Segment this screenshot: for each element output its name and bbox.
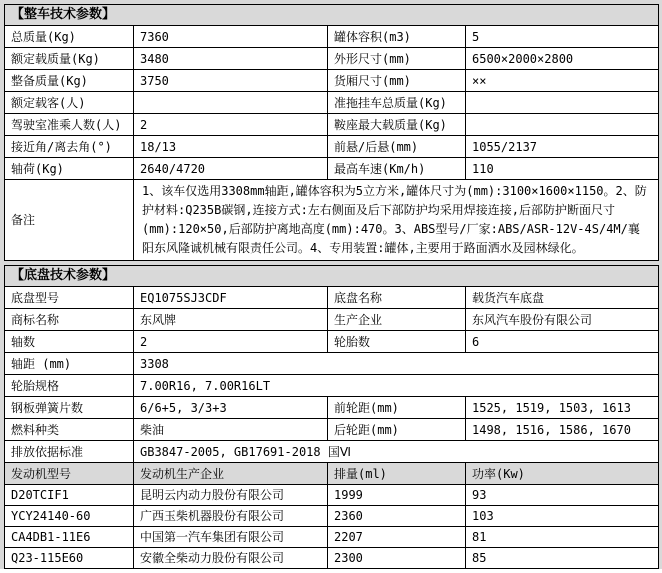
param-label: 额定载质量(Kg): [5, 48, 134, 70]
param-label: 总质量(Kg): [5, 26, 134, 48]
engine-header-cell: 发动机生产企业: [134, 463, 328, 485]
spec-table: [4, 265, 659, 569]
table-row: [5, 485, 659, 506]
table-row: [5, 136, 659, 158]
param-value: Q23-115E60: [5, 548, 134, 569]
param-value: 东风牌: [134, 309, 328, 331]
spec-table: [4, 4, 659, 261]
table-row: [5, 287, 659, 309]
param-label: 商标名称: [5, 309, 134, 331]
param-value: 东风汽车股份有限公司: [466, 309, 659, 331]
param-value: 1、该车仅选用3308mm轴距,罐体容积为5立方米,罐体尺寸为(mm):3100×1600×1150。2、防护材料:Q235B碳钢,连接方式:左右侧面及后下部防护均采用焊接连接,后部防护断面尺寸(mm):120×50,后部防护离地高度(mm):470。3、ABS型号/厂家:ABS/ASR-12V-4S/4M/襄阳东风隆诚机械有限责任公司。4、专用装置:罐体,主要用于路面洒水及园林绿化。: [134, 180, 659, 261]
param-label: 鞍座最大载质量(Kg): [328, 114, 466, 136]
param-label: 轴距 (mm): [5, 353, 134, 375]
param-label: 罐体容积(m3): [328, 26, 466, 48]
param-value: GB3847-2005, GB17691-2018 国Ⅵ: [134, 441, 659, 463]
param-value: 1525, 1519, 1503, 1613: [466, 397, 659, 419]
param-value: 中国第一汽车集团有限公司: [134, 527, 328, 548]
param-value: D20TCIF1: [5, 485, 134, 506]
param-label: 轴数: [5, 331, 134, 353]
page-bottom-margin: [0, 569, 662, 573]
param-label: 整备质量(Kg): [5, 70, 134, 92]
param-value: ××: [466, 70, 659, 92]
param-value: 1055/2137: [466, 136, 659, 158]
param-value: 7360: [134, 26, 328, 48]
param-label: 底盘名称: [328, 287, 466, 309]
param-value: 2207: [328, 527, 466, 548]
param-value: 2360: [328, 506, 466, 527]
param-value: 85: [466, 548, 659, 569]
param-label: 排放依据标准: [5, 441, 134, 463]
param-value: 2300: [328, 548, 466, 569]
param-value: 3308: [134, 353, 659, 375]
table-row: [5, 548, 659, 569]
table-row: [5, 180, 659, 261]
table-row: [5, 309, 659, 331]
param-label: 轴荷(Kg): [5, 158, 134, 180]
table-row: [5, 463, 659, 485]
param-value: 2: [134, 331, 328, 353]
param-value: CA4DB1-11E6: [5, 527, 134, 548]
param-label: 驾驶室准乘人数(人): [5, 114, 134, 136]
param-label: 最高车速(Km/h): [328, 158, 466, 180]
param-value: 柴油: [134, 419, 328, 441]
table-row: [5, 506, 659, 527]
table-row: [5, 397, 659, 419]
param-value: 7.00R16, 7.00R16LT: [134, 375, 659, 397]
spec-tables: [4, 4, 658, 569]
param-value: 3750: [134, 70, 328, 92]
param-label: 生产企业: [328, 309, 466, 331]
param-label: 轮胎数: [328, 331, 466, 353]
param-label: 前轮距(mm): [328, 397, 466, 419]
param-value: 2: [134, 114, 328, 136]
param-value: [466, 114, 659, 136]
param-value: 93: [466, 485, 659, 506]
param-value: 6/6+5, 3/3+3: [134, 397, 328, 419]
table-row: [5, 419, 659, 441]
engine-header-cell: 发动机型号: [5, 463, 134, 485]
param-label: 前悬/后悬(mm): [328, 136, 466, 158]
section-header-row: [5, 266, 659, 287]
engine-header-cell: 功率(Kw): [466, 463, 659, 485]
param-value: 110: [466, 158, 659, 180]
param-label: 接近角/离去角(°): [5, 136, 134, 158]
param-value: 广西玉柴机器股份有限公司: [134, 506, 328, 527]
section-title: 【整车技术参数】: [5, 5, 659, 26]
table-row: [5, 353, 659, 375]
param-value: YCY24140-60: [5, 506, 134, 527]
table-row: [5, 441, 659, 463]
param-value: 1999: [328, 485, 466, 506]
param-label: 后轮距(mm): [328, 419, 466, 441]
param-value: [466, 92, 659, 114]
param-label: 底盘型号: [5, 287, 134, 309]
param-value: EQ1075SJ3CDF: [134, 287, 328, 309]
param-label: 准拖挂车总质量(Kg): [328, 92, 466, 114]
param-value: 载货汽车底盘: [466, 287, 659, 309]
table-row: [5, 114, 659, 136]
table-row: [5, 331, 659, 353]
param-label: 货厢尺寸(mm): [328, 70, 466, 92]
table-row: [5, 158, 659, 180]
param-value: 81: [466, 527, 659, 548]
param-value: 18/13: [134, 136, 328, 158]
table-row: [5, 527, 659, 548]
engine-header-cell: 排量(ml): [328, 463, 466, 485]
param-value: 5: [466, 26, 659, 48]
param-value: 6500×2000×2800: [466, 48, 659, 70]
param-value: 1498, 1516, 1586, 1670: [466, 419, 659, 441]
table-row: [5, 70, 659, 92]
param-value: 昆明云内动力股份有限公司: [134, 485, 328, 506]
table-row: [5, 375, 659, 397]
section-header-row: [5, 5, 659, 26]
param-value: 3480: [134, 48, 328, 70]
table-row: [5, 48, 659, 70]
param-label: 备注: [5, 180, 134, 261]
param-label: 额定载客(人): [5, 92, 134, 114]
section-title: 【底盘技术参数】: [5, 266, 659, 287]
param-label: 轮胎规格: [5, 375, 134, 397]
param-value: 6: [466, 331, 659, 353]
param-label: 外形尺寸(mm): [328, 48, 466, 70]
param-value: 2640/4720: [134, 158, 328, 180]
param-value: [134, 92, 328, 114]
param-label: 燃料种类: [5, 419, 134, 441]
param-label: 钢板弹簧片数: [5, 397, 134, 419]
param-value: 103: [466, 506, 659, 527]
param-value: 安徽全柴动力股份有限公司: [134, 548, 328, 569]
table-row: [5, 92, 659, 114]
table-row: [5, 26, 659, 48]
